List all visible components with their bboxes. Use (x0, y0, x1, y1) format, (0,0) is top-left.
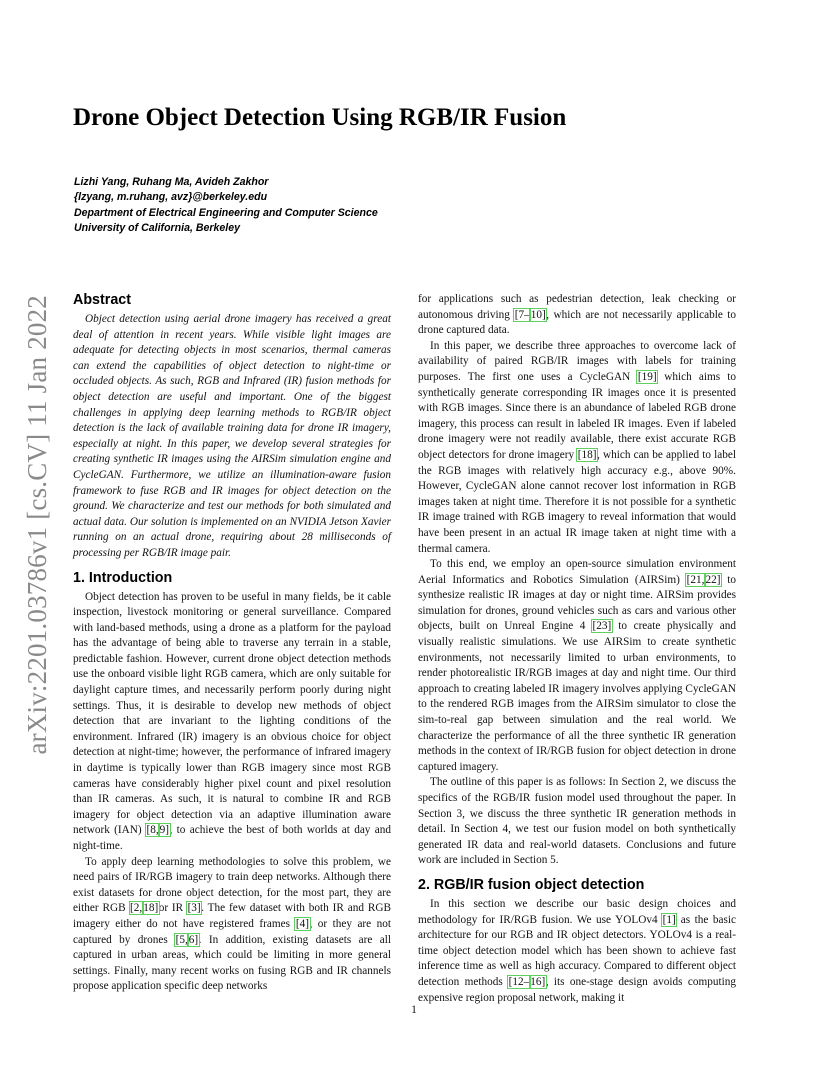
left-column (73, 292, 391, 995)
abstract-heading: Abstract (73, 292, 131, 308)
section2-heading: 2. RGB/IR fusion object detection (418, 876, 645, 893)
citation-link[interactable]: [4] (295, 917, 310, 930)
arxiv-stamp-text: arXiv:2201.03786v1 [cs.CV] 11 Jan 2022 (21, 295, 52, 755)
arxiv-stamp (15, 290, 59, 760)
page-number: 1 (411, 1004, 417, 1016)
right-paragraph-2: To this end, we employ an open-source simulation environment Aerial Informatics and Robotics Simulation (AIRSim) [21,22] to synthesize realistic IR images at day or night time. AIRSim provides simulation for drones, ground vehicles such as cars and various other objects, built on Unreal Engine 4 [23] to create physically and visually realistic simulations. We use AIRSim to create synthetic environments, not necessarily limited to urban environments, to render photorealistic IR/RGB images at day and night time. Our third approach to creating labeled IR imagery involves applying CycleGAN to the rendered RGB images from the AIRSim simulator to close the sim-to-real gap between simulation and the real world. We characterize the performance of all the three synthetic IR generation methods in the context of IR/RGB fusion for object detection in drone captured imagery. (418, 558, 736, 773)
author-emails: {lzyang, m.ruhang, avz}@berkeley.edu (74, 191, 268, 204)
right-paragraph-1: In this paper, we describe three approaches to overcome lack of availability of paired RGB/IR images with labels for training purposes. The first one uses a CycleGAN [19] which aims to synthetically generate corresponding IR images once it is presented with RGB images. Since there is an abundance of labeled RGB drone imagery, this process can result in labeled IR images. Even if labeled drone imagery were not readily available, there exist accurate RGB object detectors for drone imagery [18], which can be applied to label the RGB images with relatively high accuracy e.g., above 90%. However, CycleGAN alone cannot recover lost information in RGB images taken at night time. Therefore it is not possible for a synthetic IR image trained with RGB imagery to reveal information that would have been present in an actual IR image taken at night time with a thermal camera. (418, 339, 737, 555)
citation-link[interactable]: 16] (530, 975, 546, 988)
paper-title: Drone Object Detection Using RGB/IR Fusion (73, 104, 567, 131)
right-paragraph-continued: for applications such as pedestrian detection, leak checking or autonomous driving [7–10], which are not necessarily applicable to drone captured data. (418, 293, 736, 337)
citation-link[interactable]: 6] (188, 933, 199, 946)
citation-link[interactable]: [19] (637, 370, 657, 383)
citation-link[interactable]: 10] (530, 308, 546, 321)
citation-link[interactable]: [1] (662, 913, 676, 926)
author-university: University of California, Berkeley (74, 222, 241, 235)
intro-paragraph-1: Object detection has proven to be useful in many fields, be it cable inspection, livestock monitoring or general surveillance. Compared with land-based methods, using a drone as a platform for the payload has the advantage of being able to traverse any terrain in a stable, predictable fashion. However, current drone object detection methods use the onboard visible light RGB camera, which are only suitable for daylight capture times, and necessarily perform poorly during night settings. Thus, it is desirable to develop new methods of object detection that are invariant to the lighting conditions of the environment. Infrared (IR) imagery is an obvious choice for object detection at night-time; however, the performance of infrared imagery in daytime is typically lower than RGB imagery since most RGB cameras have considerably higher pixel count and pixel resolution than IR cameras. As such, it is natural to combine IR and RGB imagery for object detection via an adaptive illumination aware network (IAN) [8,9], to achieve the best of both worlds at day and night-time. (73, 590, 391, 852)
citation-link[interactable]: 18] (143, 902, 159, 915)
citation-link[interactable]: [18] (577, 448, 597, 461)
author-block (74, 175, 378, 237)
citation-link[interactable]: 9] (159, 824, 170, 837)
citation-link[interactable]: [3] (187, 902, 201, 915)
intro-paragraph-2: To apply deep learning methodologies to solve this problem, we need pairs of IR/RGB imagery to train deep networks. Although there exist datasets for drone object detection, for the most part, they are either RGB [2,18]or IR [3]. The few dataset with both IR and RGB imagery either do not have registered frames [4], or they are not captured by drones [5,6]. In addition, existing datasets are all captured in urban areas, which could be limiting in more general settings. Finally, many recent works on fusing RGB and IR channels propose application specific deep networks (73, 855, 392, 993)
citation-link[interactable]: [2, (130, 902, 143, 915)
citation-link[interactable]: [5, (175, 933, 188, 946)
section2-paragraph-1: In this section we describe our basic design choices and methodology for IR/RGB fusion. We use YOLOv4 [1] as the basic architecture for our RGB and IR object detectors. YOLOv4 is a real-time object detection model which has been shown to achieve fast inference time as well as high accuracy. Compared to different object detection methods [12–16], its one-stage design avoids computing expensive region proposal network, making it (418, 897, 737, 1004)
author-names: Lizhi Yang, Ruhang Ma, Avideh Zakhor (74, 176, 269, 188)
citation-link[interactable]: [8, (146, 824, 159, 837)
citation-link[interactable]: [21, (686, 573, 705, 586)
abstract-text: Object detection using aerial drone imagery has received a great deal of attention in recent years. While visible light images are adequate for detecting objects in most scenarios, thermal cameras can extend the capabilities of object detection to night-time or occluded objects. As such, RGB and Infrared (IR) fusion methods for object detection are useful and important. One of the biggest challenges in applying deep learning methods to RGB/IR object detection is the lack of available training data for drone IR imagery, especially at night. In this paper, we develop several strategies for creating synthetic IR images using the AIRSim simulation engine and CycleGAN. Furthermore, we utilize an illumination-aware fusion framework to fuse RGB and IR images for object detection on the ground. We characterize and test our methods for both simulated and actual data. Our solution is implemented on an NVIDIA Jetson Xavier running on an actual drone, requiring about 28 milliseconds of processing per RGB/IR image pair. (73, 313, 391, 559)
citation-link[interactable]: [12– (508, 975, 530, 988)
citation-link[interactable]: [7– (514, 308, 530, 321)
citation-link[interactable]: 22] (705, 573, 721, 586)
right-column (418, 292, 736, 1006)
citation-link[interactable]: [23] (592, 620, 612, 633)
author-department: Department of Electrical Engineering and Computer Science (74, 206, 378, 219)
right-paragraph-3: The outline of this paper is as follows: In Section 2, we discuss the specifics of the RGB/IR fusion model used throughout the paper. In Section 3, we discuss the three synthetic IR generation methods in detail. In Section 4, we test our fusion model on both synthetically generated IR data and real-world datasets. Conclusions and future work are included in Section 5. (418, 776, 736, 867)
intro-heading: 1. Introduction (73, 569, 173, 586)
